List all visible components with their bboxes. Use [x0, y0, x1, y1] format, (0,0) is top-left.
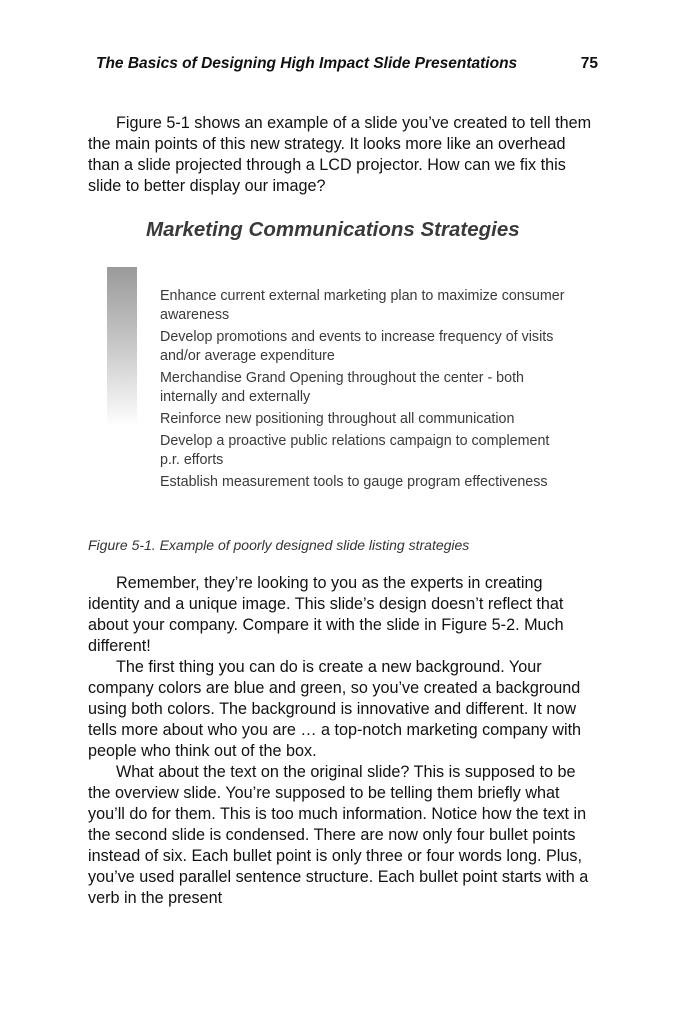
- slide-bullet: Develop promotions and events to increase frequency of visits and/or average expenditure: [160, 329, 554, 364]
- body-paragraph: What about the text on the original slide? This is supposed to be the overview slide. You’re supposed to be telling them briefly what you’ll do for them. This is too much information. Notice how the text in the second slide is condensed. There are now only four bullet points instead of six. Each bullet point is only three or four words long. Plus, you’ve used parallel sentence structure. Each bullet point starts with a verb in the present: [88, 763, 589, 907]
- running-header-title: The Basics of Designing High Impact Slide Presentations: [96, 55, 518, 72]
- slide-bullet: Merchandise Grand Opening throughout the center - both internally and externally: [160, 370, 525, 405]
- slide-bullet-list: [160, 287, 570, 495]
- slide-bullet: Reinforce new positioning throughout all communication: [160, 411, 515, 427]
- figure-caption: Figure 5-1. Example of poorly designed slide listing strategies: [88, 537, 470, 553]
- intro-text: [88, 113, 594, 197]
- slide-bullet: Develop a proactive public relations campaign to complement p.r. efforts: [160, 433, 550, 468]
- slide-bullet: Enhance current external marketing plan to maximize consumer awareness: [160, 288, 565, 323]
- page-number: 75: [580, 55, 598, 72]
- running-header: [96, 54, 598, 74]
- body-text: [88, 573, 594, 909]
- body-paragraph: Remember, they’re looking to you as the experts in creating identity and a unique image. This slide’s design doesn’t reflect that about your company. Compare it with the slide in Figure 5-2. Much different!: [88, 574, 564, 655]
- slide-gradient-bar: [107, 267, 137, 427]
- body-paragraph: The first thing you can do is create a new background. Your company colors are blue and green, so you’ve created a background using both colors. The background is innovative and different. It now tells more about who you are … a top-notch marketing company with people who think out of the box.: [88, 658, 582, 760]
- intro-paragraph: Figure 5-1 shows an example of a slide you’ve created to tell them the main points of this new strategy. It looks more like an overhead than a slide projected through a LCD projector. How can we fix this slide to better display our image?: [88, 114, 592, 195]
- slide-title: Marketing Communications Strategies: [146, 218, 520, 241]
- slide-bullet: Establish measurement tools to gauge program effectiveness: [160, 474, 548, 490]
- figure-slide: [100, 214, 570, 524]
